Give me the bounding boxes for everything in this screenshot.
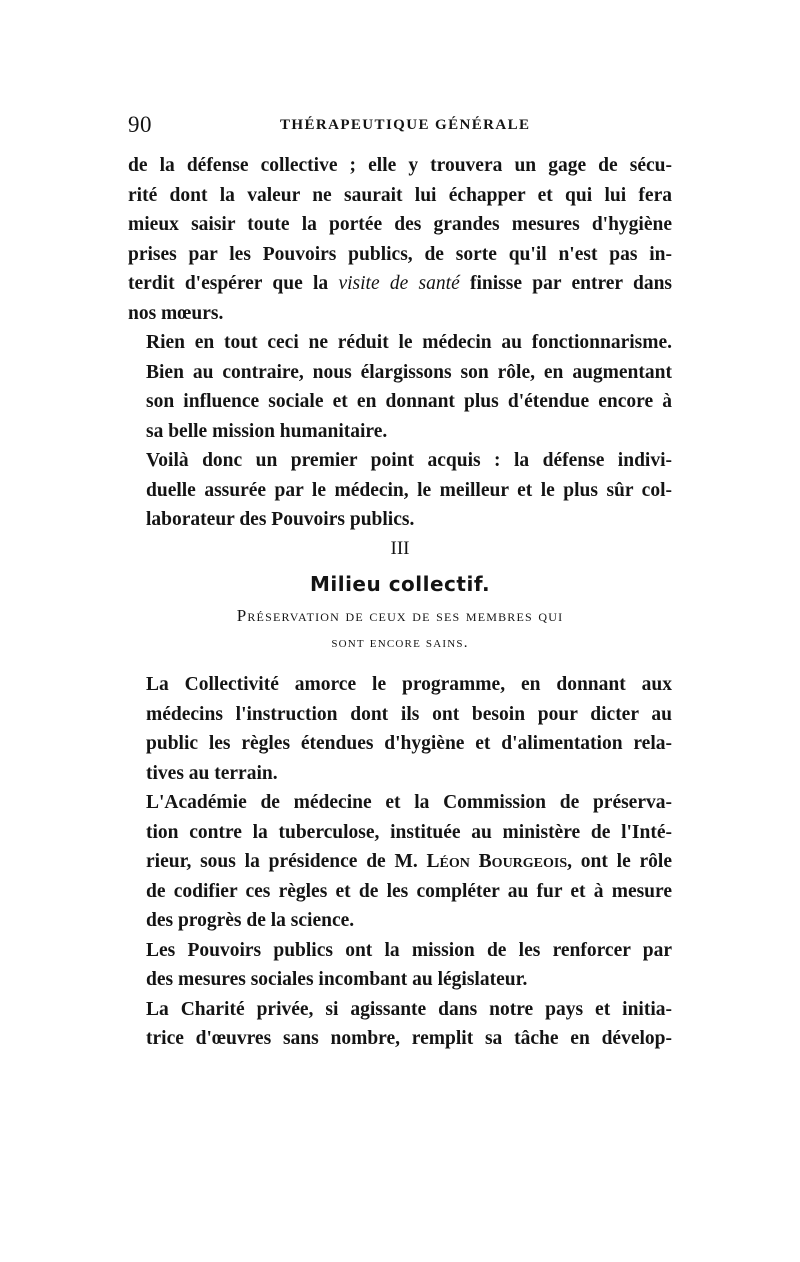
- paragraph: [128, 446, 672, 535]
- paragraph: [128, 151, 672, 328]
- text-line: public les règles étendues d'hygiène et d'alimentation rela-: [146, 733, 672, 754]
- text-line: Voilà donc un premier point acquis : la défense indivi-: [146, 450, 672, 471]
- text-block-top: [128, 151, 672, 535]
- text-line: tives au terrain.: [146, 762, 278, 784]
- text-line: de codifier ces règles et de les compléter au fur et à mesure: [146, 880, 672, 902]
- person-name: Léon Bourgeois: [426, 851, 568, 872]
- text-block-bottom: [128, 670, 672, 1054]
- paragraph: [128, 936, 672, 995]
- text-line: L'Académie de médecine et la Commission de préserva-: [146, 792, 672, 813]
- text-line: Les Pouvoirs publics ont la mission de les renforcer par: [146, 939, 672, 961]
- text-line: des progrès de la science.: [146, 910, 355, 931]
- section-subtitle: Préservation de ceux de ses membres qui: [236, 606, 564, 625]
- text-line: Bien au contraire, nous élargissons son rôle, en augmentant: [146, 361, 672, 383]
- text-line: La Charité privée, si agissante dans notre pays et initia-: [146, 998, 672, 1020]
- text-run: terdit d'espérer que la: [128, 273, 339, 294]
- text-line: rité dont la valeur ne saurait lui échapper et qui lui fera: [128, 184, 672, 206]
- text-line: son influence sociale et en donnant plus d'étendue encore à: [146, 391, 672, 412]
- text-line: nos mœurs.: [128, 302, 224, 324]
- text-line: Rien en tout ceci ne réduit le médecin au fonctionnarisme.: [146, 332, 672, 353]
- text-line: mieux saisir toute la portée des grandes mesures d'hygiène: [128, 214, 672, 235]
- text-line: trice d'œuvres sans nombre, remplit sa tâche en dévelop-: [146, 1028, 672, 1049]
- section-subtitle: sont encore sains.: [331, 635, 469, 651]
- text-line: de la défense collective ; elle y trouvera un gage de sécu-: [128, 155, 672, 176]
- text-line: médecins l'instruction dont ils ont besoin pour dicter au: [146, 703, 672, 725]
- text-run: rieur, sous la présidence de M.: [146, 851, 427, 872]
- running-head: THÉRAPEUTIQUE GÉNÉRALE: [280, 117, 531, 133]
- paragraph: [128, 328, 672, 446]
- text-line: [128, 847, 672, 877]
- text-run: finisse par entrer dans: [459, 273, 673, 294]
- italic-phrase: visite de santé: [338, 273, 460, 294]
- section-number: III: [390, 538, 410, 559]
- text-run: , ont le rôle: [567, 851, 672, 872]
- text-line: des mesures sociales incombant au législateur.: [146, 969, 528, 990]
- paragraph: [128, 670, 672, 788]
- text-line: sa belle mission humanitaire.: [146, 420, 388, 442]
- section-title: Milieu collectif.: [309, 572, 491, 596]
- text-line: duelle assurée par le médecin, le meilleur et le plus sûr col-: [146, 479, 672, 501]
- page-number: 90: [128, 112, 152, 137]
- paragraph: [128, 995, 672, 1054]
- text-line: prises par les Pouvoirs publics, de sorte qu'il n'est pas in-: [128, 243, 672, 265]
- text-line: tion contre la tuberculose, instituée au ministère de l'Inté-: [146, 821, 672, 843]
- text-line: laborateur des Pouvoirs publics.: [146, 509, 415, 530]
- text-line: [128, 269, 672, 299]
- text-line: La Collectivité amorce le programme, en donnant aux: [146, 674, 672, 695]
- paragraph: [128, 788, 672, 936]
